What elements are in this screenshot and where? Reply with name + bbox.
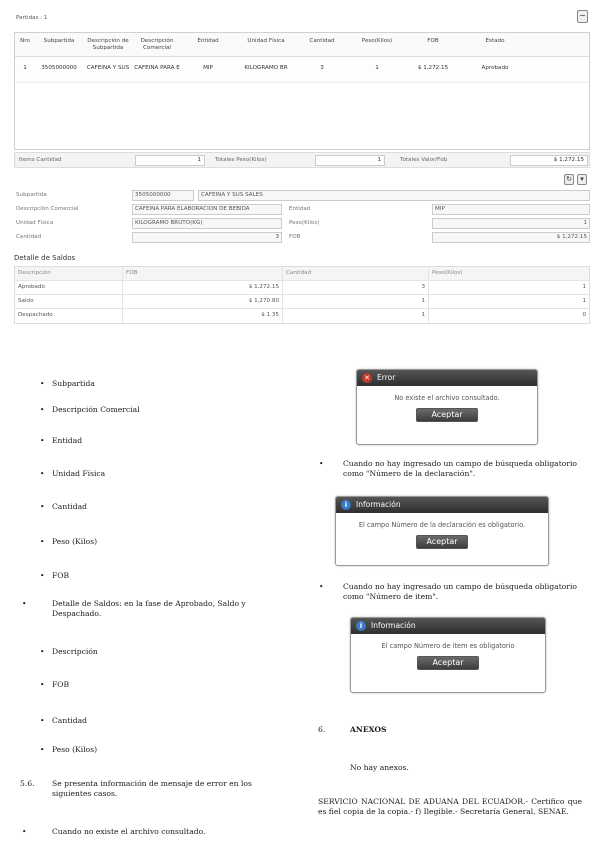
info-dialog-title: i Información xyxy=(336,497,548,513)
col-cantidad[interactable]: Cantidad xyxy=(309,38,335,44)
saldo-fob: $ 1.35 xyxy=(123,309,283,323)
cell-entidad: MIP xyxy=(203,65,213,71)
table-row xyxy=(15,295,589,309)
table-row xyxy=(15,281,589,295)
section-text: Se presenta información de mensaje de error en los siguientes casos. xyxy=(52,779,252,798)
list-item: • Subpartida xyxy=(40,379,95,388)
saldo-cantidad: 1 xyxy=(283,295,429,308)
col-estado[interactable]: Estado xyxy=(485,38,505,44)
items-title: Partidas : 1 xyxy=(16,15,48,21)
certification-text: SERVICIO NACIONAL DE ADUANA DEL ECUADOR.- Certifico que es fiel copia de la copia.- f) Ilegible.- Secretaría General, SENAE. xyxy=(318,797,582,816)
list-item: • Cuando no hay ingresado un campo de búsqueda obligatorio como "Número de la declaración". xyxy=(319,459,577,478)
items-count-value: 1 xyxy=(135,155,205,166)
col-entidad[interactable]: Entidad xyxy=(197,38,219,44)
cantidad-row xyxy=(14,232,590,244)
saldo-peso: 1 xyxy=(582,284,586,290)
peso-field[interactable]: 1 xyxy=(432,218,590,229)
col-desc-subpartida[interactable]: Descripción de Subpartida xyxy=(87,38,129,51)
cell-subpartida: 3505000000 xyxy=(41,65,77,71)
detalle-saldos-item: • Detalle de Saldos: en la fase de Aprobado, Saldo y Despachado. xyxy=(22,599,246,618)
fob-field[interactable]: $ 1,272.15 xyxy=(432,232,590,243)
total-peso-label: Totales Peso(Kilos) xyxy=(215,157,267,163)
desc-comercial-label: Descripción Comercial xyxy=(16,206,79,212)
subpartida-label: Subpartida xyxy=(16,192,47,198)
cell-cantidad: 3 xyxy=(320,65,324,71)
entidad-label: Entidad xyxy=(289,206,311,212)
list-item: • Cantidad xyxy=(40,716,87,725)
subpartida-row xyxy=(14,190,590,202)
collapse-icon[interactable]: − xyxy=(577,10,588,23)
list-item: • Descripción Comercial xyxy=(40,405,140,414)
info-accept-button[interactable]: Aceptar xyxy=(417,656,479,670)
unidad-label: Unidad Física xyxy=(16,220,54,226)
info-icon: i xyxy=(356,621,366,631)
table-row[interactable] xyxy=(15,57,589,83)
anexos-number: 6. xyxy=(318,725,326,734)
cell-fob: $ 1,272.15 xyxy=(417,65,449,71)
info-dialog-message: El campo Número de la declaración es obligatorio. xyxy=(358,521,526,529)
total-peso-value: 1 xyxy=(315,155,385,166)
items-screenshot-panel xyxy=(14,8,590,358)
list-item: • Unidad Física xyxy=(40,469,106,478)
saldo-col-cantidad: Cantidad xyxy=(283,267,429,280)
list-item: • Entidad xyxy=(40,436,83,445)
info-dialog-title: i Información xyxy=(351,618,545,634)
info-dialog-message: El campo Número de item es obligatorio xyxy=(381,642,515,650)
col-fob[interactable]: FOB xyxy=(427,38,439,44)
anexos-text: No hay anexos. xyxy=(350,763,409,772)
saldo-desc: Saldo xyxy=(15,295,123,308)
col-peso[interactable]: Peso(Kilos) xyxy=(361,38,393,44)
total-fob-label: Totales Valor/Fob xyxy=(400,157,448,163)
peso-label: Peso(Kilos) xyxy=(289,220,320,226)
cantidad-label: Cantidad xyxy=(16,234,42,240)
saldo-peso: 0 xyxy=(582,312,586,318)
saldo-col-fob: FOB xyxy=(123,267,283,280)
table-row xyxy=(15,309,589,323)
subpartida-code-field[interactable]: 3505000000 xyxy=(132,190,194,201)
col-subpartida[interactable]: Subpartida xyxy=(43,38,75,44)
list-item: • FOB xyxy=(40,571,70,580)
list-item: • Cuando no existe el archivo consultado. xyxy=(22,827,206,836)
list-item: • FOB xyxy=(40,680,70,689)
col-unidad[interactable]: Unidad Física xyxy=(247,38,285,44)
totals-bar xyxy=(14,152,590,168)
info-dialog-item xyxy=(350,617,546,693)
saldos-title: Detalle de Saldos xyxy=(14,254,76,262)
saldo-peso: 1 xyxy=(582,298,586,304)
saldo-cantidad: 1 xyxy=(283,309,429,323)
cell-unidad: KILOGRAMO BR xyxy=(244,65,288,71)
error-icon: ✕ xyxy=(362,373,372,383)
items-count-label: Items Cantidad xyxy=(19,157,62,163)
menu-icon[interactable]: ▾ xyxy=(577,174,587,185)
info-dialog-declaracion xyxy=(335,496,549,566)
items-grid-header xyxy=(15,33,589,57)
section-number: 5.6. xyxy=(20,779,35,788)
anexos-title: ANEXOS xyxy=(350,725,387,734)
cantidad-field[interactable]: 3 xyxy=(132,232,282,243)
list-item: • Cuando no hay ingresado un campo de búsqueda obligatorio como "Número de item". xyxy=(319,582,577,601)
subpartida-desc-field[interactable]: CAFEINA Y SUS SALES xyxy=(198,190,590,201)
items-header xyxy=(14,8,590,28)
cell-peso: 1 xyxy=(375,65,379,71)
saldos-table xyxy=(14,266,590,324)
cell-desc-subpartida: CAFEINA Y SUS xyxy=(86,65,130,71)
error-dialog-message: No existe el archivo consultado. xyxy=(394,394,500,402)
list-item: • Cantidad xyxy=(40,502,87,511)
error-dialog-title: ✕ Error xyxy=(357,370,537,386)
info-accept-button[interactable]: Aceptar xyxy=(416,535,468,549)
saldo-cantidad: 3 xyxy=(283,281,429,294)
refresh-icon[interactable]: ↻ xyxy=(564,174,574,185)
info-icon: i xyxy=(341,500,351,510)
saldos-header xyxy=(15,267,589,281)
saldo-col-desc: Descripción xyxy=(15,267,123,280)
cell-nro: 1 xyxy=(23,65,27,71)
fob-label: FOB xyxy=(289,234,301,240)
saldo-fob: $ 1,272.15 xyxy=(123,281,283,294)
saldo-col-peso: Peso(Kilos) xyxy=(429,267,589,280)
saldo-desc: Despachado xyxy=(15,309,123,323)
items-grid xyxy=(14,32,590,150)
list-item: • Peso (Kilos) xyxy=(40,745,98,754)
error-accept-button[interactable]: Aceptar xyxy=(416,408,478,422)
col-desc-comercial[interactable]: Descripción Comercial xyxy=(140,38,174,51)
unidad-field[interactable]: KILOGRAMO BRUTO(KG) xyxy=(132,218,282,229)
saldo-fob: $ 1,270.80 xyxy=(123,295,283,308)
desc-comercial-row xyxy=(14,204,590,216)
cell-estado: Aprobado xyxy=(481,65,509,71)
entidad-field[interactable]: MIP xyxy=(432,204,590,215)
col-nro[interactable]: Nro xyxy=(20,38,30,44)
list-item: • Peso (Kilos) xyxy=(40,537,98,546)
desc-comercial-field[interactable]: CAFEINA PARA ELABORACION DE BEBIDA xyxy=(132,204,282,215)
cell-desc-comercial: CAFEINA PARA E xyxy=(134,65,180,71)
error-dialog xyxy=(356,369,538,445)
total-fob-value: $ 1,272.15 xyxy=(510,155,588,166)
saldo-desc: Aprobado xyxy=(15,281,123,294)
list-item: • Descripción xyxy=(40,647,98,656)
unidad-row xyxy=(14,218,590,230)
